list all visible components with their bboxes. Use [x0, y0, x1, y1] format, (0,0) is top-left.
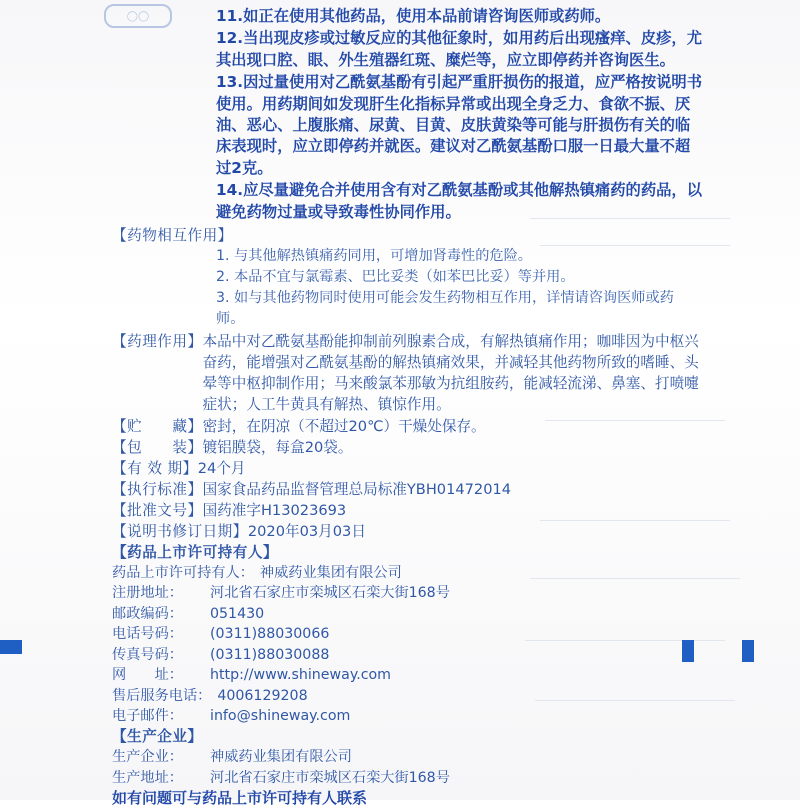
spec-label: 【说明书修订日期】 — [112, 523, 248, 541]
holder-field — [112, 645, 702, 665]
holder-field-value: 河北省石家庄市栾城区石栾大街168号 — [210, 585, 450, 602]
spec-label: 【执行标准】 — [112, 481, 203, 499]
spec-row — [112, 416, 702, 437]
spec-row — [112, 479, 702, 500]
manufacturer-field-label: 生产企业： — [112, 749, 183, 766]
spec-list — [112, 416, 702, 542]
manufacturer-field-value: 河北省石家庄市栾城区石栾大街168号 — [210, 769, 450, 786]
holder-field-label: 售后服务电话： — [112, 687, 212, 704]
spec-label: 【批准文号】 — [112, 502, 203, 520]
holder-field-label: 电话号码： — [112, 626, 183, 643]
brand-logo-icon: ◯◯ — [104, 4, 172, 28]
holder-field — [112, 686, 702, 706]
holder-field-value: 051430 — [210, 605, 265, 622]
insert-text — [112, 6, 702, 809]
spec-row — [112, 437, 702, 458]
holder-field-label: 注册地址： — [112, 585, 183, 602]
spec-value: 24个月 — [197, 460, 246, 478]
spec-value: 国药准字H13023693 — [202, 502, 347, 520]
spec-value: 国家食品药品监督管理总局标准YBH01472014 — [202, 481, 512, 499]
spec-value: 2020年03月03日 — [247, 523, 366, 541]
manufacturer-field-value: 神威药业集团有限公司 — [210, 749, 352, 766]
spec-label: 【包 装】 — [112, 439, 203, 457]
spec-row — [112, 521, 702, 542]
holder-field-label: 邮政编码： — [112, 605, 183, 622]
holder-field — [112, 604, 702, 624]
spec-value: 密封，在阴凉（不超过20℃）干燥处保存。 — [202, 418, 486, 436]
pharmacology-section — [112, 331, 702, 415]
interaction-item: 1. 与其他解热镇痛药同用，可增加肾毒性的危险。 — [216, 248, 532, 265]
holder-field-label: 网 址： — [112, 667, 183, 684]
interaction-item: 2. 本品不宜与氯霉素、巴比妥类（如苯巴比妥）等并用。 — [216, 269, 575, 286]
holder-section — [112, 542, 702, 726]
warning-item: 11.如正在使用其他药品，使用本品前请咨询医师或药师。 — [216, 7, 611, 25]
spec-row — [112, 500, 702, 521]
holder-field — [112, 706, 702, 726]
holder-field-label: 电子邮件： — [112, 707, 183, 724]
holder-field — [112, 624, 702, 644]
warning-item: 14.应尽量避免合并使用含有对乙酰氨基酚或其他解热镇痛药的药品，以避免药物过量或导致毒性协同作用。 — [216, 181, 703, 221]
spec-label: 【有 效 期】 — [112, 460, 198, 478]
holder-heading: 【药品上市许可持有人】 — [112, 544, 279, 562]
left-edge-mark — [0, 640, 22, 654]
email-value: info@shineway.com — [210, 707, 351, 724]
manufacturer-field — [112, 768, 702, 788]
manufacturer-field-label: 生产地址： — [112, 769, 183, 786]
contact-note: 如有问题可与药品上市许可持有人联系 — [112, 789, 368, 808]
holder-field-value: (0311)88030066 — [210, 626, 330, 643]
holder-field-value: 4006129208 — [217, 687, 308, 704]
warning-item: 12.当出现皮疹或过敏反应的其他征象时，如用药后出现瘙痒、皮疹，尤其出现口腔、眼、外生殖器红斑、糜烂等，应立即停药并咨询医生。 — [216, 29, 703, 69]
warning-item: 13.因过量使用对乙酰氨基酚有引起严重肝损伤的报道，应严格按说明书使用。用药期间如发现肝生化指标异常或出现全身乏力、食欲不振、厌油、恶心、上腹胀痛、尿黄、目黄、皮肤黄染等可能与肝损伤有关的临床表现时，应立即停药并就医。建议对乙酰氨基酚口服一日最大量不超过2克。 — [216, 73, 703, 177]
pharmacology-text: 本品中对乙酰氨基酚能抑制前列腺素合成，有解热镇痛作用；咖啡因为中枢兴奋药，能增强对乙酰氨基酚的解热镇痛效果，并减轻其他药物所致的嗜睡、头晕等中枢抑制作用；马来酸氯苯那敏为抗组胺药，能减轻流涕、鼻塞、打喷嚏症状；人工牛黄具有解热、镇惊作用。 — [202, 333, 699, 414]
interaction-heading: 【药物相互作用】 — [112, 227, 233, 245]
interaction-section — [112, 225, 702, 330]
holder-field — [112, 665, 702, 685]
warnings-section — [112, 6, 702, 223]
spec-value: 镀铝膜袋，每盒20袋。 — [202, 439, 353, 457]
manufacturer-heading: 【生产企业】 — [112, 728, 203, 746]
interaction-item: 3. 如与其他药物同时使用可能会发生药物相互作用，详情请咨询医师或药师。 — [216, 290, 674, 328]
holder-field — [112, 583, 702, 603]
manufacturer-section — [112, 726, 702, 809]
holder-field-label: 传真号码： — [112, 646, 183, 663]
right-edge-mark — [742, 640, 754, 662]
holder-field-value: (0311)88030088 — [210, 646, 330, 663]
spec-label: 【贮 藏】 — [112, 418, 203, 436]
holder-field — [112, 563, 702, 583]
pharmacology-label: 【药理作用】 — [112, 333, 203, 351]
manufacturer-field — [112, 747, 702, 767]
spec-row — [112, 458, 702, 479]
holder-field-value: 神威药业集团有限公司 — [259, 565, 402, 582]
holder-field-label: 药品上市许可持有人： — [112, 565, 254, 582]
website-value: http://www.shineway.com — [210, 667, 392, 684]
